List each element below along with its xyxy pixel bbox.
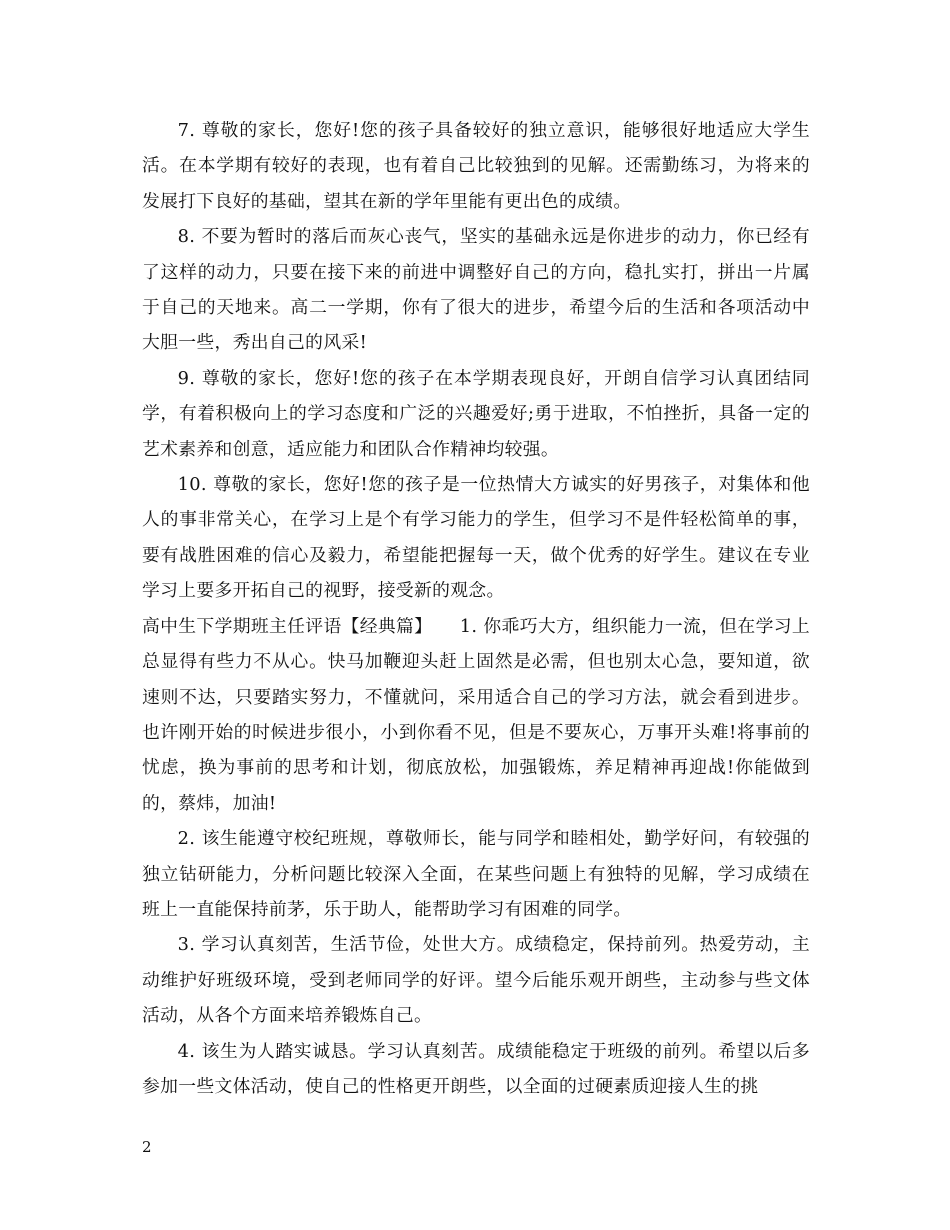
paragraph-4: 4. 该生为人踏实诚恳。学习认真刻苦。成绩能稳定于班级的前列。希望以后多参加一些文体活动，使自己的性格更开朗些，以全面的过硬素质迎接人生的挑 [142, 1040, 810, 1097]
paragraph-7: 7. 尊敬的家长，您好!您的孩子具备较好的独立意识，能够很好地适应大学生活。在本学期有较好的表现，也有着自己比较独到的见解。还需勤练习，为将来的发展打下良好的基础，望其在新的学年里能有更出色的成绩。 [142, 120, 810, 212]
paragraph-9: 9. 尊敬的家长，您好!您的孩子在本学期表现良好，开朗自信学习认真团结同学，有着积极向上的学习态度和广泛的兴趣爱好;勇于进取，不怕挫折，具备一定的艺术素养和创意，适应能力和团队合作精神均较强。 [142, 367, 810, 460]
document-body [142, 113, 810, 1104]
paragraph-10: 10. 尊敬的家长，您好!您的孩子是一位热情大方诚实的好男孩子，对集体和他人的事非常关心，在学习上是个有学习能力的学生，但学习不是件轻松简单的事，要有战胜困难的信心及毅力，希望能把握每一天，做个优秀的好学生。建议在专业学习上要多开拓自己的视野，接受新的观念。 [142, 474, 810, 602]
paragraph-3: 3. 学习认真刻苦，生活节俭，处世大方。成绩稳定，保持前列。热爱劳动，主动维护好班级环境，受到老师同学的好评。望今后能乐观开朗些，主动参与些文体活动，从各个方面来培养锻炼自己。 [142, 934, 810, 1027]
paragraph-8: 8. 不要为暂时的落后而灰心丧气，坚实的基础永远是你进步的动力，你已经有了这样的动力，只要在接下来的前进中调整好自己的方向，稳扎实打，拼出一片属于自己的天地来。高二一学期，你有了很大的进步，希望今后的生活和各项活动中大胆一些，秀出自己的风采! [142, 226, 810, 354]
paragraph-2: 2. 该生能遵守校纪班规，尊敬师长，能与同学和睦相处，勤学好问，有较强的独立钻研能力，分析问题比较深入全面，在某些问题上有独特的见解，学习成绩在班上一直能保持前茅，乐于助人，能帮助学习有困难的同学。 [142, 828, 810, 920]
section-heading-paragraph-1: 高中生下学期班主任评语【经典篇】 1. 你乖巧大方，组织能力一流，但在学习上总显得有些力不从心。快马加鞭迎头赶上固然是必需，但也别太心急，要知道，欲速则不达，只要踏实努力，不懂就问，采用适合自己的学习方法，就会看到进步。也许刚开始的时候进步很小，小到你看不见，但是不要灰心，万事开头难!将事前的忧虑，换为事前的思考和计划，彻底放松，加强锻炼，养足精神再迎战!你能做到的，蔡炜，加油! [142, 615, 810, 814]
page-number: 2 [142, 1138, 152, 1156]
